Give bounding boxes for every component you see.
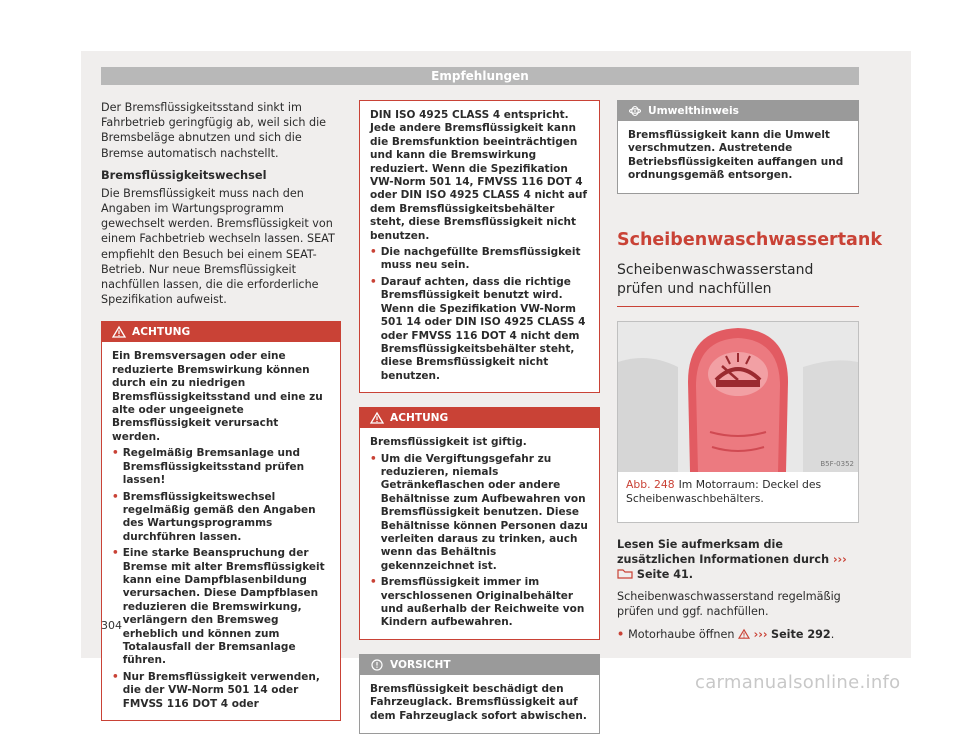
- warning-box-2-text: Bremsflüssigkeit ist giftig.: [370, 436, 527, 449]
- info-circle-icon: [370, 659, 384, 671]
- list-item: [370, 576, 589, 630]
- list-item: [112, 491, 330, 545]
- warning-box-1-body: [102, 342, 340, 720]
- section-subtitle: Scheibenwaschwasserstand prüfen und nachfüllen: [617, 261, 859, 307]
- warning-continued-text: DIN ISO 4925 CLASS 4 entspricht. Jede andere Bremsflüssigkeit kann die Bremsfunktion beeinträchtigen und kann die Bremswirkung reduziert. Wenn die Spezifikation VW-Norm 501 14, FMVSS 116 DOT 4 oder DIN ISO 4925 CLASS 4 nicht auf dem Bremsflüssigkeitsbehälter steht, diese Bremsflüssigkeit nicht benutzen.: [370, 109, 588, 242]
- warning-triangle-icon: [370, 412, 384, 424]
- list-item-text: Eine starke Beanspruchung der Bremse mit alter Bremsflüssigkeit kann eine Dampfblasenbildung verursachen. Diese Dampfblasen reduzieren die Bremswirkung, verlängern den Bremsweg erheblich und können zum Totalausfall der Bremsanlage führen.: [122, 547, 325, 667]
- intro-paragraph: Der Bremsflüssigkeitsstand sinkt im Fahrbetrieb geringfügig ab, weil sich die Bremsbeläge abnutzen und sich die Bremse automatisch nachstellt.: [101, 101, 327, 160]
- figure-caption: [626, 478, 854, 506]
- bullet-icon: •: [112, 547, 119, 560]
- caution-box-text: Bremsflüssigkeit beschädigt den Fahrzeuglack. Bremsflüssigkeit auf dem Fahrzeuglack sofort abwischen.: [370, 682, 587, 722]
- bullet-end: .: [830, 627, 835, 641]
- warning-box-2: [359, 407, 600, 640]
- environment-note-text: Bremsflüssigkeit kann die Umwelt verschmutzen. Austretende Betriebsflüssigkeiten auffangen und ordnungsgemäß entsorgen.: [628, 129, 844, 182]
- list-item-text: Die nachgefüllte Bremsflüssigkeit muss neu sein.: [380, 246, 581, 272]
- bullet-icon: •: [370, 246, 377, 259]
- read-more-paragraph: [617, 537, 859, 583]
- warning-triangle-icon: [112, 326, 126, 338]
- figure-caption-text: Im Motorraum: Deckel des Scheibenwaschbehälters.: [626, 477, 822, 505]
- bullet-link[interactable]: Seite 292: [771, 627, 831, 641]
- warning-box-2-header: [360, 408, 599, 428]
- column-left: [101, 100, 341, 721]
- bullet-icon: •: [112, 670, 119, 683]
- section-title: Scheibenwaschwassertank: [617, 229, 882, 250]
- caution-box: [359, 654, 600, 734]
- list-item: [112, 447, 330, 487]
- environment-note-box: [617, 100, 859, 194]
- bullet-icon: •: [370, 576, 377, 589]
- list-item: [112, 671, 330, 711]
- bullet-text: Motorhaube öffnen: [628, 627, 735, 641]
- environment-note-title: Umwelthinweis: [648, 105, 739, 117]
- warning-box-2-title: ACHTUNG: [390, 412, 449, 425]
- figure-washer-reservoir-cap: [617, 321, 859, 523]
- page-number: 304: [101, 619, 122, 632]
- info-book-icon: [617, 568, 633, 579]
- subheading-brake-fluid-change: Bremsflüssigkeitswechsel: [101, 167, 267, 182]
- list-item-text: Bremsflüssigkeitswechsel regelmäßig gemäß den Angaben des Wartungsprogramms durchführen lassen.: [122, 490, 316, 543]
- read-more-end: .: [688, 568, 694, 582]
- bullet-icon: •: [112, 490, 119, 503]
- warning-box-1: [101, 321, 341, 721]
- washer-level-paragraph: Scheibenwaschwasserstand regelmäßig prüfen und ggf. nachfüllen.: [617, 590, 841, 619]
- bullet-icon: •: [617, 627, 625, 641]
- watermark: carmanualsonline.info: [695, 672, 901, 693]
- caution-box-header: [360, 655, 599, 675]
- brake-fluid-change-paragraph: Die Bremsflüssigkeit muss nach den Angaben im Wartungsprogramm gewechselt werden. Bremsflüssigkeit von einem Fachbetrieb wechseln lassen. SEAT empfiehlt den Besuch bei einem SEAT-Betrieb. Nur neue Bremsflüssigkeit nachfüllen lassen, die die erforderliche Spezifikation aufweist.: [101, 186, 335, 307]
- list-item: [112, 547, 330, 668]
- warning-box-2-body: [360, 428, 599, 639]
- figure-label: Abb. 248: [626, 477, 675, 491]
- list-item-text: Darauf achten, dass die richtige Bremsflüssigkeit benutzt wird. Wenn die Spezifikation VW-Norm 501 14 oder DIN ISO 4925 CLASS 4 oder FMVSS 116 DOT 4 nicht dem Bremsflüssigkeitsbehälter steht, diese Bremsflüssigkeit nicht benutzen.: [380, 275, 586, 382]
- environment-note-body: [618, 121, 858, 193]
- warning-box-continued: [359, 100, 600, 393]
- warning-box-1-text: Ein Bremsversagen oder eine reduzierte Bremswirkung können durch ein zu niedrigen Bremsflüssigkeitsstand und eine zu alte oder ungeeignete Bremsflüssigkeit verursacht werden.: [112, 350, 323, 443]
- column-middle: [359, 100, 600, 734]
- read-more-text: Lesen Sie aufmerksam die zusätzlichen Informationen durch: [617, 537, 830, 566]
- caution-box-title: VORSICHT: [390, 658, 451, 671]
- list-item: [370, 246, 589, 273]
- bullet-icon: •: [370, 275, 377, 288]
- list-item-text: Nur Bremsflüssigkeit verwenden, die der VW-Norm 501 14 oder FMVSS 116 DOT 4 oder: [122, 670, 320, 710]
- warning-box-1-title: ACHTUNG: [132, 326, 191, 339]
- list-item-text: [628, 627, 834, 642]
- warning-box-continued-body: [360, 101, 599, 392]
- caution-box-body: [360, 675, 599, 733]
- warning-box-1-header: [102, 322, 340, 342]
- column-right: [617, 100, 882, 642]
- warning-triangle-icon: [738, 629, 750, 639]
- figure-code: B5F-0352: [820, 459, 854, 468]
- environment-leaf-icon: [628, 105, 642, 117]
- list-item-text: Bremsflüssigkeit immer im verschlossenen Originalbehälter und außerhalb der Reichweite von Kindern aufbewahren.: [380, 576, 585, 629]
- arrow-link-icon: ›››: [753, 627, 768, 641]
- list-item: [617, 627, 859, 642]
- page-header: Empfehlungen: [101, 67, 859, 85]
- read-more-link[interactable]: Seite 41: [636, 568, 689, 582]
- environment-note-header: [618, 101, 858, 121]
- list-item: [370, 276, 589, 383]
- list-item-text: Um die Vergiftungsgefahr zu reduzieren, niemals Getränkeflaschen oder andere Behältnisse zum Aufbewahren von Bremsflüssigkeit benutzen. Diese Behältnisse können Personen dazu verleiten daraus zu trinken, auch wenn das Behältnis gekennzeichnet ist.: [380, 452, 588, 572]
- list-item-text: Regelmäßig Bremsanlage und Bremsflüssigkeitsstand prüfen lassen!: [122, 447, 305, 487]
- list-item: [370, 453, 589, 574]
- bullet-icon: •: [112, 447, 119, 460]
- arrow-link-icon: ›››: [832, 552, 847, 566]
- washer-reservoir-cap-image: [618, 322, 858, 472]
- bullet-icon: •: [370, 452, 377, 465]
